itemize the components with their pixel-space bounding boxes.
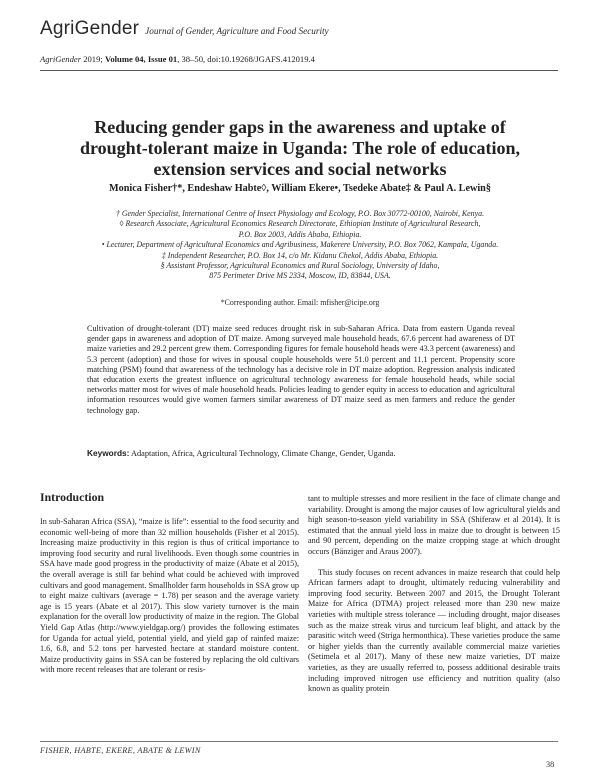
affiliation-line: † Gender Specialist, International Centre of Insect Physiology and Ecology, P.O. Box 30772-00100, Nairobi, Kenya. <box>115 209 485 218</box>
affiliation-line: ‡ Independent Researcher, P.O. Box 14, c/o Mr. Kidanu Chekol, Addis Ababa, Ethiopia. <box>161 250 439 260</box>
citation-volume: Volume 04, Issue 01 <box>104 54 178 64</box>
citation-year: 2019; <box>81 54 105 64</box>
article-title: Reducing gender gaps in the awareness and uptake of drought-tolerant maize in Uganda: The role of education, extension services and social networks <box>80 117 520 179</box>
body-column-right <box>308 494 560 695</box>
affiliations <box>40 209 560 282</box>
footer-running-authors: FISHER, HABTE, EKERE, ABATE & LEWIN <box>40 746 201 755</box>
affiliation-line: ◊ Research Associate, Agricultural Economics Research Directorate, Ethiopian Institute of Agricultural Research, <box>119 219 481 229</box>
section-heading-introduction: Introduction <box>40 490 105 504</box>
citation-doi[interactable]: , 38–50, doi:10.19268/JGAFS.412019.4 <box>177 54 315 64</box>
citation-journal: AgriGender <box>40 54 82 64</box>
affiliation-line: • Lecturer, Department of Agricultural Economics and Agribusiness, Makerere University, P.O. Box 7062, Kampala, Uganda. <box>101 240 499 250</box>
journal-masthead <box>40 18 329 40</box>
header-rule <box>40 70 558 71</box>
footer-rule <box>40 741 558 742</box>
intro-paragraph-1-continued: tant to multiple stresses and more resilient in the face of climate change and variability. Drought is among the major causes of low agricultural yields and high season-to-season yield variability in SSA (Shiferaw et al 2014). It is estimated that the annual yield loss in maize due to drought is between 15 and 90 percent, depending on the maize cropping stage at which drought occurs (Bänziger and Araus 2007). <box>308 494 560 556</box>
affiliation-line: 875 Perimeter Drive MS 2334, Moscow, ID, 83844, USA. <box>209 271 391 281</box>
author-list: Monica Fisher†*, Endeshaw Habte◊, William Ekere•, Tsedeke Abate‡ & Paul A. Lewin§ <box>109 183 491 194</box>
keywords <box>87 448 515 458</box>
body-column-left <box>40 517 299 676</box>
journal-name: Journal of Gender, Agriculture and Food Security <box>145 26 329 36</box>
journal-brand: AgriGender <box>40 18 140 39</box>
intro-paragraph-1: In sub-Saharan Africa (SSA), “maize is life”: essential to the food security and economic well-being of more than 32 million households (Fisher et al 2015). Increasing maize productivity in this region is thus of critical importance to improving food security and rural livelihoods. Even though some countries in SSA have made good progress in the productivity of maize (Abate et al 2015), the overall average is still far behind what could be achieved with improved cultivars and good management. Smallholder farm households in SSA grow up to eight maize cultivars (average = 1.78) per season and the average variety age is 15 years (Abate et al 2017). This slow variety turnover is the main explanation for the overall low productivity of maize in the region. The Global Yield Gap Atlas (http://www.yieldgap.org/) provides the following estimates for Uganda for actual yield, potential yield, and yield gap of rainfed maize: 1.6, 6.8, and 5.2 tons per harvested hectare at standard moisture content. Maize productivity gains in SSA can be fostered by replacing the old cultivars with more recent releases that are tolerant or resis- <box>40 517 300 675</box>
keywords-label: Keywords: <box>87 448 130 458</box>
affiliation-line: § Assistant Professor, Agricultural Economics and Rural Sociology, University of Idaho, <box>160 261 440 271</box>
abstract-text: Cultivation of drought-tolerant (DT) maize seed reduces drought risk in sub-Saharan Africa. Data from eastern Uganda reveal gender gaps in awareness and adoption of DT maize. Among surveyed male household heads, 67.6 percent had awareness of DT maize varieties and 29.2 percent grew them. Corresponding figures for female household heads were 43.3 percent (awareness) and 5.3 percent (adoption) and those for wives in spousal couple households were 51.0 percent and 11.1 percent. Propensity score matching (PSM) found that awareness of the technology has a decisive role in DT maize adoption. Regression analysis indicated that education exerts the greatest influence on agricultural technology awareness for female household heads, while social networks matter most for wives of male household heads. Policies leading to gender equity in access to education and agricultural information resources would give women farmers similar awareness of DT maize seed as men farmers and reduce the gender technology gap. <box>87 324 515 415</box>
intro-paragraph-2: This study focuses on recent advances in maize research that could help African farmers adapt to drought, ultimately reducing vulnerability and improving food security. Between 2007 and 2015, the Drought Tolerant Maize for Africa (DTMA) project released more than 230 new maize varieties with multiple stress tolerance — including drought, major diseases such as the maize streak virus and turcicum leaf blight, and attack by the parasitic witch weed (Striga hermonthica). These varieties produce the same or higher yields than the currently available commercial maize varieties (Setimela et al 2017). Many of these new maize varieties, DT maize varieties, as they are usually referred to, possess additional desirable traits including improved nitrogen use efficiency and nutrition quality (also known as quality protein <box>308 567 560 694</box>
article-citation <box>40 54 315 64</box>
page-number: 38 <box>546 760 555 769</box>
corresponding-author: *Corresponding author. Email: mfisher@icipe.org <box>220 298 380 307</box>
keywords-text: Adaptation, Africa, Agricultural Technology, Climate Change, Gender, Uganda. <box>129 449 396 458</box>
affiliation-line: P.O. Box 2003, Addis Ababa, Ethiopia. <box>238 229 362 239</box>
